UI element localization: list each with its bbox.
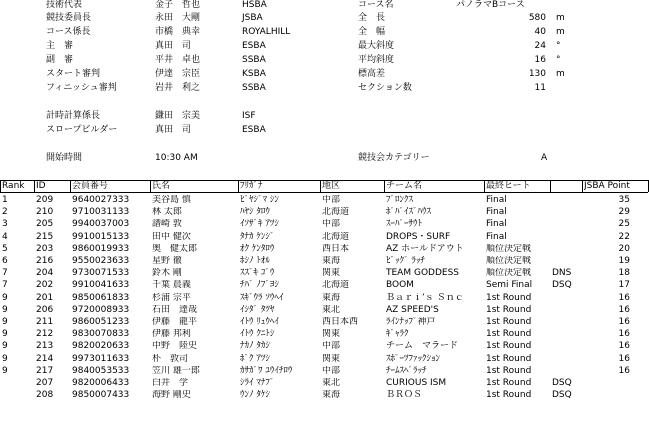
course-value: 24	[534, 41, 546, 51]
cell-team: AZ ホールドアウト	[386, 243, 464, 254]
cell-member-no: 9860051233	[72, 317, 130, 327]
cell-region: 中部	[322, 365, 341, 376]
category-value: A	[541, 153, 548, 163]
cell-member-no: 9820020633	[72, 341, 130, 352]
course-label: コース名	[358, 0, 394, 10]
cell-name: 白井 学	[152, 378, 189, 388]
cell-region: 北海道	[322, 207, 350, 218]
cell-id: 206	[36, 304, 54, 315]
official-role: フィニッシュ審判	[46, 83, 117, 93]
official-org: KSBA	[242, 69, 266, 79]
cell-name: 伊藤 邦利	[152, 329, 191, 340]
cell-member-no: 9910015133	[72, 231, 130, 242]
header-col-divider	[70, 180, 71, 192]
cell-id: 212	[36, 329, 54, 340]
cell-furigana: ｲｼﾀﾞ ﾀﾂﾔ	[240, 304, 275, 315]
column-header-furigana: ﾌﾘｶﾞﾅ	[240, 181, 263, 191]
cell-id: 201	[36, 292, 54, 303]
cell-member-no: 9940037003	[72, 219, 130, 230]
cell-team: Ｂａｒｉ’ｓ Ｓｎｃ	[386, 292, 464, 303]
cell-jsba-point: 16	[618, 329, 630, 340]
cell-furigana: ｶｻｶﾞﾜ ﾕｳｲﾁﾛｳ	[240, 365, 293, 376]
cell-rank: 9	[2, 317, 8, 327]
cell-name: 美谷島 慎	[152, 195, 191, 205]
cell-name: 田中 健次	[152, 231, 191, 242]
cell-final-heat: 1st Round	[486, 365, 532, 376]
cell-furigana: ｼﾗｲ ﾏﾅﾌﾞ	[240, 378, 275, 388]
cell-furigana: ﾎｼﾉ ﾄｵﾙ	[240, 256, 270, 266]
cell-furigana: ｵｸ ｹﾝﾀﾛｳ	[240, 243, 275, 254]
cell-furigana: ｳﾝﾉ ﾀｹｼ	[240, 390, 270, 401]
official-role: コース係長	[46, 27, 91, 37]
cell-rank: 9	[2, 353, 8, 364]
cell-status	[552, 293, 581, 304]
cell-final-heat: 1st Round	[486, 341, 532, 352]
cell-final-heat: 1st Round	[486, 292, 532, 303]
course-label: 標高差	[358, 69, 386, 79]
cell-name: 千葉 晨義	[152, 280, 191, 291]
course-value: パノラマBコース	[456, 0, 525, 10]
cell-name: 笠川 雄一郎	[152, 365, 200, 376]
course-unit: m	[556, 13, 565, 23]
start-time-label: 開始時間	[46, 153, 83, 163]
cell-team: ﾎﾟﾊﾟｲｽﾞﾊｳｽ	[386, 207, 432, 218]
category-label: 競技会カテゴリー	[358, 153, 430, 163]
cell-id: 208	[36, 390, 54, 401]
course-unit: °	[556, 41, 561, 51]
cell-rank: 9	[2, 304, 8, 315]
cell-name: 伊藤 龍平	[152, 317, 198, 327]
staff-role: スロープビルダー	[46, 125, 118, 135]
course-label: 全 長	[358, 13, 386, 23]
cell-rank	[2, 390, 33, 401]
column-header-member-no: 会員番号	[72, 181, 109, 191]
cell-region: 東海	[322, 256, 341, 266]
cell-status	[552, 195, 581, 206]
course-unit: °	[556, 55, 561, 65]
cell-name: 中野 陸史	[152, 341, 198, 352]
cell-final-heat: 1st Round	[486, 317, 532, 327]
cell-jsba-point: 16	[618, 341, 630, 352]
header-col-divider	[0, 180, 1, 192]
official-name: 真田 司	[155, 41, 192, 51]
course-unit: m	[556, 69, 565, 79]
cell-id: 209	[36, 195, 54, 205]
cell-rank: 2	[2, 207, 8, 218]
staff-org: ISF	[242, 111, 256, 121]
cell-final-heat: Final	[486, 207, 507, 218]
cell-id: 207	[36, 378, 54, 388]
header-col-divider	[550, 180, 551, 192]
cell-final-heat: 1st Round	[486, 353, 532, 364]
cell-furigana: ﾀﾅｶ ｹﾝｼﾞ	[240, 231, 275, 242]
course-value: 580	[528, 13, 546, 23]
staff-name: 鎌田 宗美	[155, 111, 201, 121]
cell-jsba-point: 17	[618, 280, 630, 291]
cell-jsba-point: 16	[618, 365, 630, 376]
header-col-divider	[384, 180, 385, 192]
course-unit: m	[556, 27, 565, 37]
cell-final-heat: 順位決定戦	[486, 243, 532, 254]
cell-status	[552, 366, 581, 377]
cell-status	[552, 354, 581, 365]
official-name: 平井 卓也	[155, 55, 201, 65]
cell-region: 北海道	[322, 280, 350, 291]
cell-member-no: 9640027333	[72, 195, 130, 205]
cell-jsba-point: 25	[618, 219, 630, 230]
course-value: 16	[534, 55, 546, 65]
cell-rank: 7	[2, 268, 8, 279]
staff-name: 真田 司	[155, 125, 192, 135]
cell-furigana: ﾊﾔｼ ﾀﾛｳ	[240, 207, 270, 218]
cell-rank: 4	[2, 231, 8, 242]
cell-status: DSQ	[552, 390, 572, 401]
official-name: 市橋 典幸	[155, 27, 201, 37]
cell-name: 朴 敦司	[152, 353, 189, 364]
cell-region: 関東	[322, 268, 341, 279]
column-header-status	[552, 181, 581, 192]
official-role: 主 審	[46, 41, 74, 51]
cell-member-no: 9973011633	[72, 353, 130, 364]
cell-status	[552, 329, 581, 340]
official-name: 岩井 利之	[155, 83, 201, 93]
cell-team: ﾁｰﾑｽﾍﾟﾗｯﾁ	[386, 365, 427, 376]
cell-region: 関東	[322, 353, 341, 364]
cell-team: ﾗｲﾝﾅｯﾌﾟ神戸	[386, 317, 436, 327]
cell-jsba-point: 35	[618, 195, 630, 205]
cell-jsba-point	[584, 390, 630, 401]
cell-id: 210	[36, 207, 54, 218]
cell-jsba-point: 19	[618, 256, 630, 266]
column-header-region: 地区	[322, 181, 341, 191]
cell-name: 星野 徹	[152, 256, 182, 266]
cell-team: TEAM GODDESS	[386, 268, 459, 279]
cell-name: 杉浦 宗平	[152, 292, 191, 303]
cell-rank: 5	[2, 243, 8, 254]
cell-jsba-point: 29	[618, 207, 630, 218]
cell-jsba-point: 22	[618, 231, 630, 242]
cell-rank: 6	[2, 256, 8, 266]
cell-team: CURIOUS ISM	[386, 378, 447, 388]
official-org: JSBA	[242, 13, 263, 23]
cell-jsba-point: 18	[618, 268, 630, 279]
cell-final-heat: 1st Round	[486, 378, 532, 388]
cell-team: ｽﾎﾟｰﾂﾌｧｯｸｼｮﾝ	[386, 353, 441, 364]
staff-org: ESBA	[242, 125, 266, 135]
cell-furigana: ﾋﾞﾔｼﾞﾏ ｼﾝ	[240, 195, 279, 205]
cell-jsba-point	[584, 378, 630, 389]
cell-member-no: 9730071533	[72, 268, 130, 279]
cell-final-heat: Final	[486, 195, 507, 205]
cell-final-heat: Semi Final	[486, 280, 533, 291]
cell-jsba-point: 16	[618, 353, 630, 364]
cell-status: DNS	[552, 268, 572, 279]
cell-member-no: 9860019933	[72, 243, 130, 254]
cell-rank: 9	[2, 341, 8, 352]
cell-region: 西日本	[322, 243, 350, 254]
cell-region: 東北	[322, 378, 341, 388]
course-label: 最大斜度	[358, 41, 395, 51]
cell-jsba-point: 20	[618, 243, 630, 254]
course-value: 11	[534, 83, 546, 93]
cell-region: 中部	[322, 219, 341, 230]
cell-team: BOOM	[386, 280, 414, 291]
cell-region: 東海	[322, 390, 341, 401]
cell-member-no: 9850061833	[72, 292, 130, 303]
official-org: SSBA	[242, 55, 266, 65]
cell-status: DSQ	[552, 280, 572, 291]
official-org: SSBA	[242, 83, 266, 93]
cell-name: 林 太郎	[152, 207, 182, 218]
course-label: 平均斜度	[358, 55, 395, 65]
cell-jsba-point: 16	[618, 292, 630, 303]
cell-status	[552, 305, 581, 316]
cell-id: 204	[36, 268, 54, 279]
cell-team: ｽｰﾊﾟｰｻｳﾄ	[386, 219, 423, 230]
official-role: 副 審	[46, 55, 74, 65]
official-role: スタート審判	[46, 69, 101, 79]
cell-id: 216	[36, 256, 54, 266]
cell-furigana: ﾅｶﾉ ﾀｶｼ	[240, 341, 270, 352]
cell-member-no: 9910041633	[72, 280, 130, 291]
cell-jsba-point: 16	[618, 317, 630, 327]
cell-region: 西日本西	[322, 317, 359, 327]
cell-id: 217	[36, 365, 54, 376]
official-role: 技術代表	[46, 0, 83, 10]
cell-jsba-point: 16	[618, 304, 630, 315]
cell-furigana: ﾁﾊﾞ ﾉﾌﾞﾖｼ	[240, 280, 279, 291]
header-col-divider	[582, 180, 583, 192]
cell-rank: 9	[2, 292, 8, 303]
official-role: 競技委員長	[46, 13, 92, 23]
cell-furigana: ｲｿｻﾞｷ ｱﾂｼ	[240, 219, 279, 230]
column-header-final-heat: 最終ヒート	[486, 181, 531, 191]
header-col-divider	[34, 180, 35, 192]
official-org: ROYALHILL	[242, 27, 291, 37]
cell-member-no: 9850007433	[72, 390, 130, 401]
cell-rank: 9	[2, 365, 8, 376]
cell-id: 202	[36, 280, 54, 291]
cell-rank: 3	[2, 219, 8, 230]
cell-region: 東北	[322, 304, 341, 315]
cell-final-heat: 1st Round	[486, 390, 532, 401]
cell-rank	[2, 378, 33, 389]
cell-status	[552, 341, 581, 352]
cell-status	[552, 244, 581, 255]
cell-region: 中部	[322, 341, 341, 352]
cell-id: 211	[36, 317, 54, 327]
cell-id: 205	[36, 219, 54, 230]
cell-member-no: 9830070833	[72, 329, 130, 340]
cell-team: ﾌﾞﾛﾝｸｽ	[386, 195, 414, 205]
cell-member-no: 9710031133	[72, 207, 130, 218]
cell-rank: 7	[2, 280, 8, 291]
cell-status	[552, 317, 581, 328]
cell-final-heat: Final	[486, 219, 507, 230]
course-label: セクション数	[358, 83, 412, 93]
cell-id: 203	[36, 243, 54, 254]
header-col-divider	[150, 180, 151, 192]
column-header-team: チーム名	[386, 181, 423, 191]
cell-furigana: ｲﾄｳ ｸﾆﾄｼ	[240, 329, 275, 340]
cell-status: DSQ	[552, 378, 572, 388]
cell-team: ＢＲＯＳ	[386, 390, 423, 401]
cell-name: 譜崎 敦	[152, 219, 182, 230]
cell-id: 213	[36, 341, 54, 352]
official-org: HSBA	[242, 0, 267, 10]
cell-final-heat: 順位決定戦	[486, 256, 532, 266]
cell-status	[552, 232, 581, 243]
course-label: 全 幅	[358, 27, 386, 37]
column-header-rank: Rank	[2, 181, 25, 191]
cell-furigana: ｽｽﾞｷ ｺﾞｳ	[240, 268, 275, 279]
cell-team: ﾋﾞｯｸﾞ ﾗｯﾁ	[386, 256, 425, 266]
cell-name: 石田 達哉	[152, 304, 198, 315]
cell-team: AZ SPEED'S	[386, 304, 439, 315]
cell-furigana: ﾎﾞｸ ｱﾂｼ	[240, 353, 270, 364]
cell-member-no: 9840053533	[72, 365, 130, 376]
cell-status	[552, 219, 581, 230]
cell-furigana: ｽｷﾞｳﾗ ｿｳﾍｲ	[240, 292, 284, 303]
cell-region: 北海道	[322, 231, 350, 242]
header-bottom-rule	[0, 192, 648, 193]
header-col-divider	[320, 180, 321, 192]
cell-furigana: ｲﾄｳ ﾘｭｳﾍｲ	[240, 317, 279, 327]
cell-region: 中部	[322, 195, 341, 205]
cell-final-heat: 1st Round	[486, 304, 532, 315]
cell-member-no: 9550023633	[72, 256, 130, 266]
header-col-divider	[238, 180, 239, 192]
cell-id: 215	[36, 231, 54, 242]
cell-team: DROPS・SURF	[386, 231, 451, 242]
cell-rank: 1	[2, 195, 8, 205]
official-name: 伊達 宗臣	[155, 69, 201, 79]
cell-final-heat: 順位決定戦	[486, 268, 532, 279]
cell-member-no: 9720008933	[72, 304, 130, 315]
start-time-value: 10:30 AM	[155, 153, 198, 163]
course-value: 40	[534, 27, 546, 37]
cell-rank: 9	[2, 329, 8, 340]
cell-region: 東海	[322, 292, 341, 303]
cell-team: チーム マラード	[386, 341, 459, 352]
column-header-jsba-point: JSBA Point	[584, 181, 630, 191]
cell-final-heat: Final	[486, 231, 507, 242]
cell-team: ｷﾞｬﾗｸ	[386, 329, 409, 340]
cell-final-heat: 1st Round	[486, 329, 532, 340]
official-org: ESBA	[242, 41, 266, 51]
column-header-name: 氏名	[152, 181, 171, 191]
official-name: 金子 哲也	[155, 0, 201, 10]
staff-role: 計時計算係長	[46, 111, 101, 121]
header-col-divider	[484, 180, 485, 192]
cell-name: 鈴木 剛	[152, 268, 182, 279]
column-header-id: ID	[36, 181, 46, 191]
cell-status	[552, 207, 581, 218]
course-value: 130	[528, 69, 546, 79]
cell-member-no: 9820006433	[72, 378, 130, 388]
cell-status	[552, 256, 581, 267]
cell-region: 関東	[322, 329, 341, 340]
official-name: 永田 大剛	[155, 13, 201, 23]
cell-id: 214	[36, 353, 54, 364]
cell-name: 奥 健太郎	[152, 243, 198, 254]
cell-name: 海野 剛史	[152, 390, 191, 401]
